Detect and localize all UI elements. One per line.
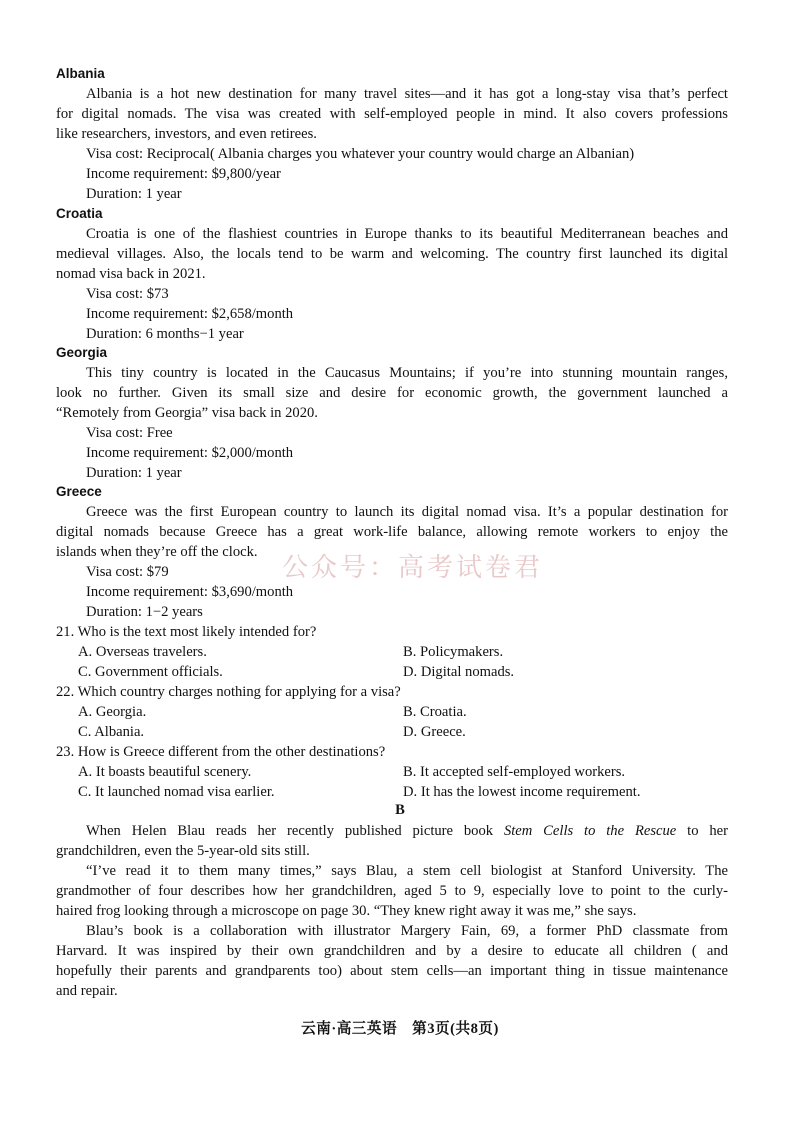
section-heading-georgia: Georgia [56,345,108,360]
question-22-option-c: C. Albania. [78,724,145,740]
albania-income: Income requirement: $9,800/year [86,166,281,182]
passage-b-text-line: Blau’s book is a collaboration with illustrator Margery Fain, 69, a former PhD classmate from [86,923,728,939]
georgia-duration: Duration: 1 year [86,465,182,481]
question-23-stem: 23. How is Greece different from the other destinations? [56,744,386,760]
georgia-text-line: look no further. Given its small size and desire for economic growth, the government launched a [56,385,728,401]
croatia-text-line: nomad visa back in 2021. [56,266,206,282]
question-23-option-a: A. It boasts beautiful scenery. [78,764,252,780]
section-heading-greece: Greece [56,484,102,499]
croatia-visa-cost: Visa cost: $73 [86,286,169,302]
croatia-duration: Duration: 6 months−1 year [86,326,244,342]
question-23-option-c: C. It launched nomad visa earlier. [78,784,275,800]
croatia-text-line: medieval villages. Also, the locals tend to be warm and welcoming. The country first launched its digital [56,246,728,262]
passage-b-text-line: haired frog looking through a microscope on page 30. “They knew right away it was me,” she says. [56,903,637,919]
greece-income: Income requirement: $3,690/month [86,584,294,600]
croatia-text-line: Croatia is one of the flashiest countries in Europe thanks to its beautiful Mediterranean beaches and [86,226,728,242]
croatia-income: Income requirement: $2,658/month [86,306,294,322]
passage-b-text-line: “I’ve read it to them many times,” says Blau, a stem cell biologist at Stanford University. The [86,863,728,879]
albania-text-line: for digital nomads. The visa was created with self-employed people in mind. It also covers professions [56,106,728,122]
question-22-option-b: B. Croatia. [403,704,467,720]
question-21-option-a: A. Overseas travelers. [78,644,207,660]
albania-visa-cost: Visa cost: Reciprocal( Albania charges you whatever your country would charge an Albanian) [86,146,635,162]
greece-text-line: Greece was the first European country to launch its digital nomad visa. It’s a popular destination for [86,504,728,520]
passage-b-text-line: grandmother of four describes how her grandchildren, aged 5 to 9, especially love to point to the curly- [56,883,728,899]
question-21-stem: 21. Who is the text most likely intended for? [56,624,317,640]
greece-visa-cost: Visa cost: $79 [86,564,169,580]
georgia-income: Income requirement: $2,000/month [86,445,294,461]
section-heading-albania: Albania [56,66,105,81]
passage-b-text-line: Harvard. It was inspired by their own grandchildren and by a desire to educate all children ( and [56,943,728,959]
georgia-text-line: This tiny country is located in the Caucasus Mountains; if you’re into stunning mountain ranges, [86,365,728,381]
question-21-option-d: D. Digital nomads. [403,664,515,680]
georgia-visa-cost: Visa cost: Free [86,425,173,441]
albania-text-line: like researchers, investors, and even retirees. [56,126,317,142]
georgia-text-line: “Remotely from Georgia” visa back in 2020. [56,405,318,421]
page-footer: 云南·高三英语 第3页(共8页) [301,1021,499,1037]
greece-text-line: islands when they’re off the clock. [56,544,258,560]
passage-b-text-line: When Helen Blau reads her recently published picture book Stem Cells to the Rescue to her [86,823,728,839]
watermark-text: 公众号：高考试卷君 [282,553,544,583]
question-22-stem: 22. Which country charges nothing for applying for a visa? [56,684,401,700]
book-title: Stem Cells to the Rescue [503,823,677,839]
albania-duration: Duration: 1 year [86,186,182,202]
question-23-option-b: B. It accepted self-employed workers. [403,764,626,780]
greece-text-line: digital nomads because Greece has a great work-life balance, allowing remote workers to enjoy the [56,524,728,540]
question-22-option-d: D. Greece. [403,724,466,740]
passage-b-text-line: hopefully their parents and grandparents too) about stem cells—an important thing in tissue maintenance [56,963,728,979]
greece-duration: Duration: 1−2 years [86,604,203,620]
section-heading-croatia: Croatia [56,206,103,221]
passage-b-text-line: grandchildren, even the 5-year-old sits still. [56,843,310,859]
question-21-option-c: C. Government officials. [78,664,223,680]
albania-text-line: Albania is a hot new destination for many travel sites—and it has got a long-stay visa that’s perfect [86,86,728,102]
question-21-option-b: B. Policymakers. [403,644,504,660]
section-b-label: B [395,802,405,818]
question-23-option-d: D. It has the lowest income requirement. [403,784,641,800]
question-22-option-a: A. Georgia. [78,704,147,720]
passage-b-text-line: and repair. [56,983,118,999]
